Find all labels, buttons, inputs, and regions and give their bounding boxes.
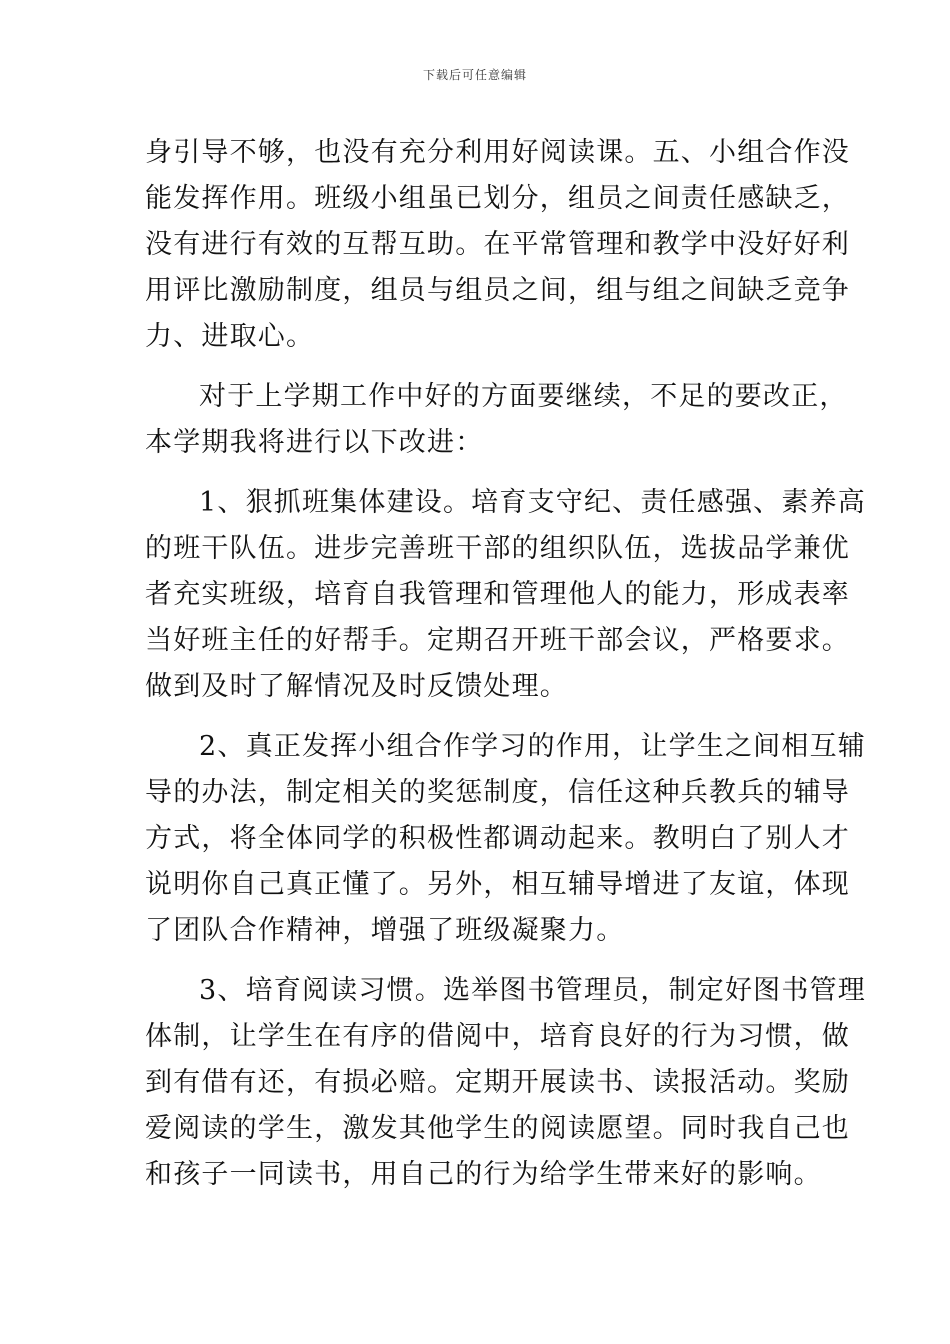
text-line: 3、培育阅读习惯。选举图书管理员，制定好图书管理	[199, 975, 866, 1006]
text-line: 没有进行有效的互帮互助。在平常管理和教学中没好好利	[145, 229, 850, 260]
text-line: 做到及时了解情况及时反馈处理。	[145, 671, 568, 702]
text-line: 和孩子一同读书，用自己的行为给学生带来好的影响。	[145, 1159, 822, 1190]
text-line: 用评比激励制度，组员与组员之间，组与组之间缺乏竞争	[145, 275, 850, 306]
document-body	[145, 130, 866, 1198]
text-line: 了团队合作精神，增强了班级凝聚力。	[145, 915, 625, 946]
text-line: 者充实班级，培育自我管理和管理他人的能力，形成表率	[145, 579, 850, 610]
text-line: 身引导不够，也没有充分利用好阅读课。五、小组合作没	[145, 137, 850, 168]
header-note: 下载后可任意编辑	[422, 68, 527, 82]
text-line: 到有借有还，有损必赔。定期开展读书、读报活动。奖励	[145, 1067, 850, 1098]
text-line: 2、真正发挥小组合作学习的作用，让学生之间相互辅	[199, 731, 866, 762]
text-line: 当好班主任的好帮手。定期召开班干部会议，严格要求。	[145, 625, 850, 656]
text-line: 1、狠抓班集体建设。培育支守纪、责任感强、素养高	[199, 487, 866, 518]
text-line: 能发挥作用。班级小组虽已划分，组员之间责任感缺乏，	[145, 183, 850, 214]
text-line: 爱阅读的学生，激发其他学生的阅读愿望。同时我自己也	[145, 1113, 850, 1144]
text-line: 的班干队伍。进步完善班干部的组织队伍，选拔品学兼优	[145, 533, 850, 564]
text-line: 对于上学期工作中好的方面要继续，不足的要改正，	[199, 381, 848, 412]
text-line: 方式，将全体同学的积极性都调动起来。教明白了别人才	[145, 823, 850, 854]
text-line: 力、进取心。	[145, 321, 315, 352]
text-line: 说明你自己真正懂了。另外，相互辅导增进了友谊，体现	[145, 869, 850, 900]
text-line: 本学期我将进行以下改进：	[145, 427, 484, 458]
text-line: 体制，让学生在有序的借阅中，培育良好的行为习惯，做	[145, 1021, 850, 1052]
text-line: 导的办法，制定相关的奖惩制度，信任这种兵教兵的辅导	[145, 777, 850, 808]
